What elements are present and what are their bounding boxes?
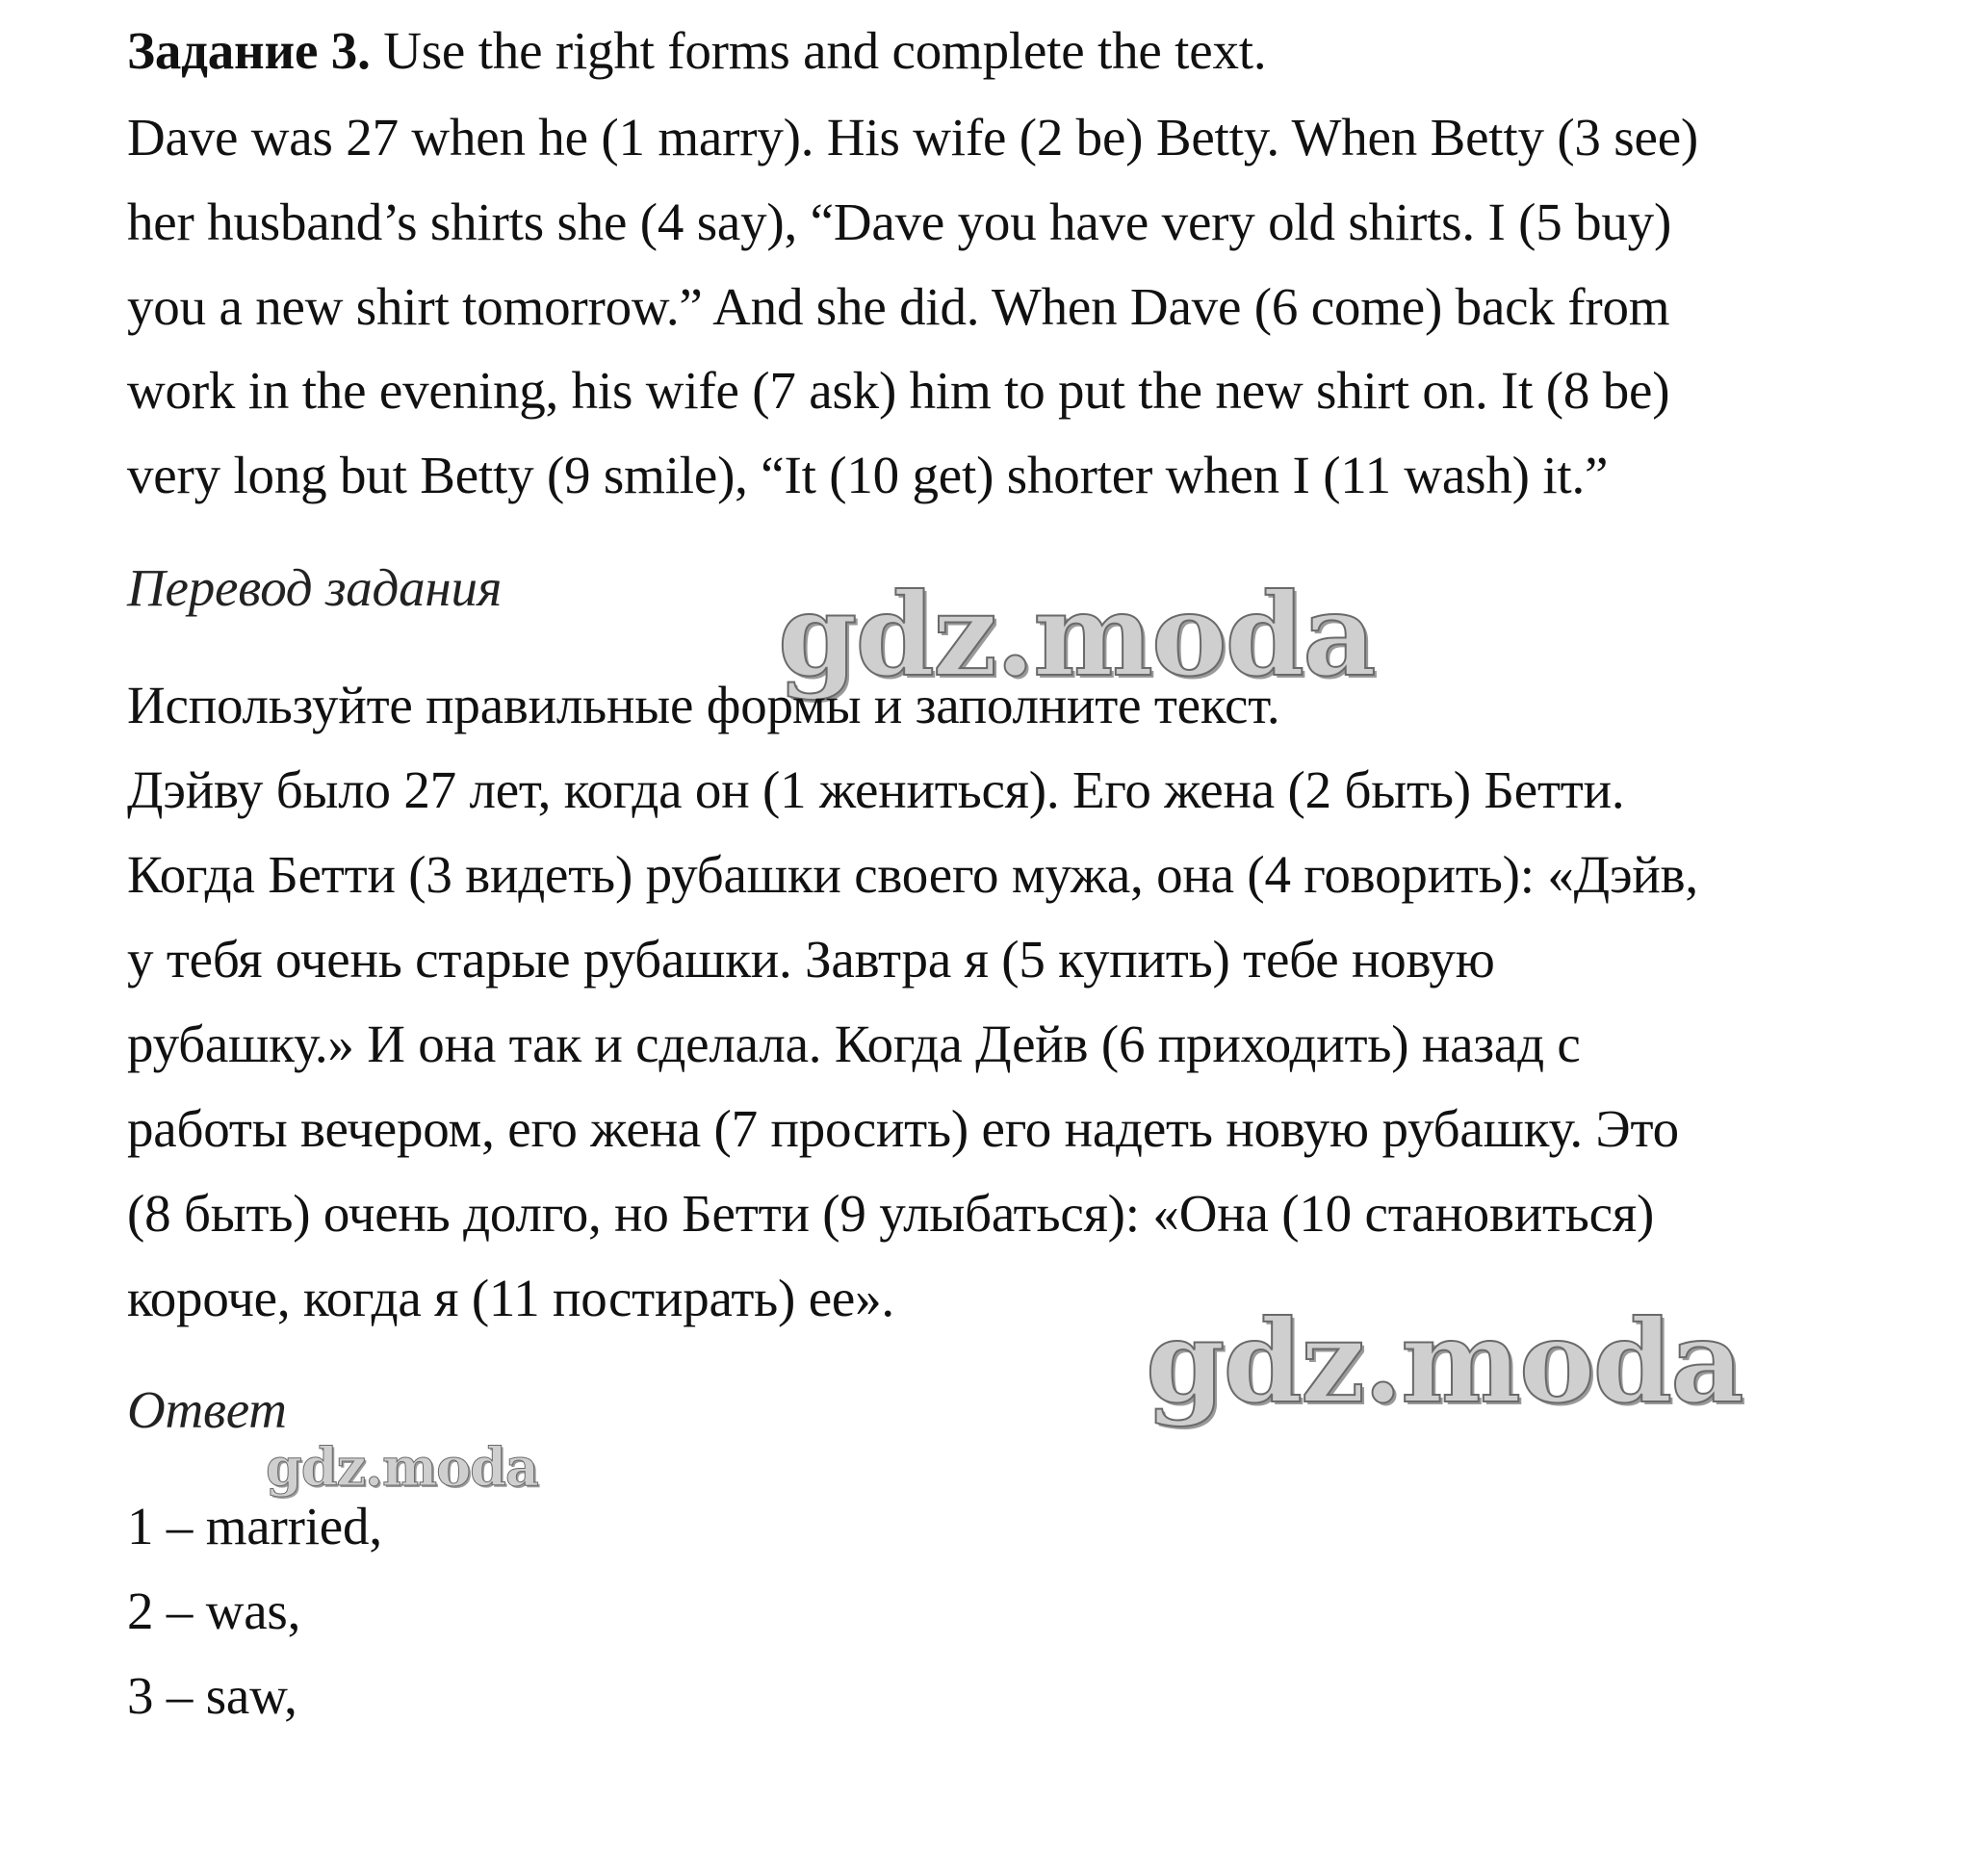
english-line-3: you a new shirt tomorrow.” And she did. When Dave (6 come) back from xyxy=(127,277,1670,336)
translation-line-6: работы вечером, его жена (7 просить) его надеть новую рубашку. Это xyxy=(127,1099,1679,1158)
translation-line-4: у тебя очень старые рубашки. Завтра я (5 купить) тебе новую xyxy=(127,930,1495,989)
answer-item-2: 2 – was, xyxy=(127,1581,301,1640)
translation-line-3: Когда Бетти (3 видеть) рубашки своего мужа, она (4 говорить): «Дэйв, xyxy=(127,845,1698,904)
english-line-4: work in the evening, his wife (7 ask) him to put the new shirt on. It (8 be) xyxy=(127,361,1670,420)
answer-heading: Ответ xyxy=(127,1380,287,1439)
answer-item-1: 1 – married, xyxy=(127,1497,382,1555)
translation-line-1: Используйте правильные формы и заполните текст. xyxy=(127,676,1280,734)
translation-line-7: (8 быть) очень долго, но Бетти (9 улыбаться): «Она (10 становиться) xyxy=(127,1184,1655,1243)
task-instruction: Use the right forms and complete the text. xyxy=(370,21,1267,80)
translation-line-8: короче, когда я (11 постирать) ее». xyxy=(127,1269,894,1327)
task-label: Задание 3. xyxy=(127,21,371,80)
watermark-logo: gdz.moda xyxy=(266,1436,538,1498)
english-line-5: very long but Betty (9 smile), “It (10 get) shorter when I (11 wash) it.” xyxy=(127,446,1609,504)
translation-line-5: рубашку.» И она так и сделала. Когда Дейв (6 приходить) назад с xyxy=(127,1015,1581,1073)
translation-heading: Перевод задания xyxy=(127,558,503,617)
answer-item-3: 3 – saw, xyxy=(127,1666,297,1725)
watermark-logo: gdz.moda xyxy=(1146,1295,1743,1428)
translation-line-2: Дэйву было 27 лет, когда он (1 жениться). Его жена (2 быть) Бетти. xyxy=(127,760,1625,819)
task-header xyxy=(127,19,1266,83)
english-line-2: her husband’s shirts she (4 say), “Dave you have very old shirts. I (5 buy) xyxy=(127,193,1672,251)
english-line-1: Dave was 27 when he (1 marry). His wife (2 be) Betty. When Betty (3 see) xyxy=(127,108,1699,167)
watermark-logo: gdz.moda xyxy=(778,568,1375,702)
